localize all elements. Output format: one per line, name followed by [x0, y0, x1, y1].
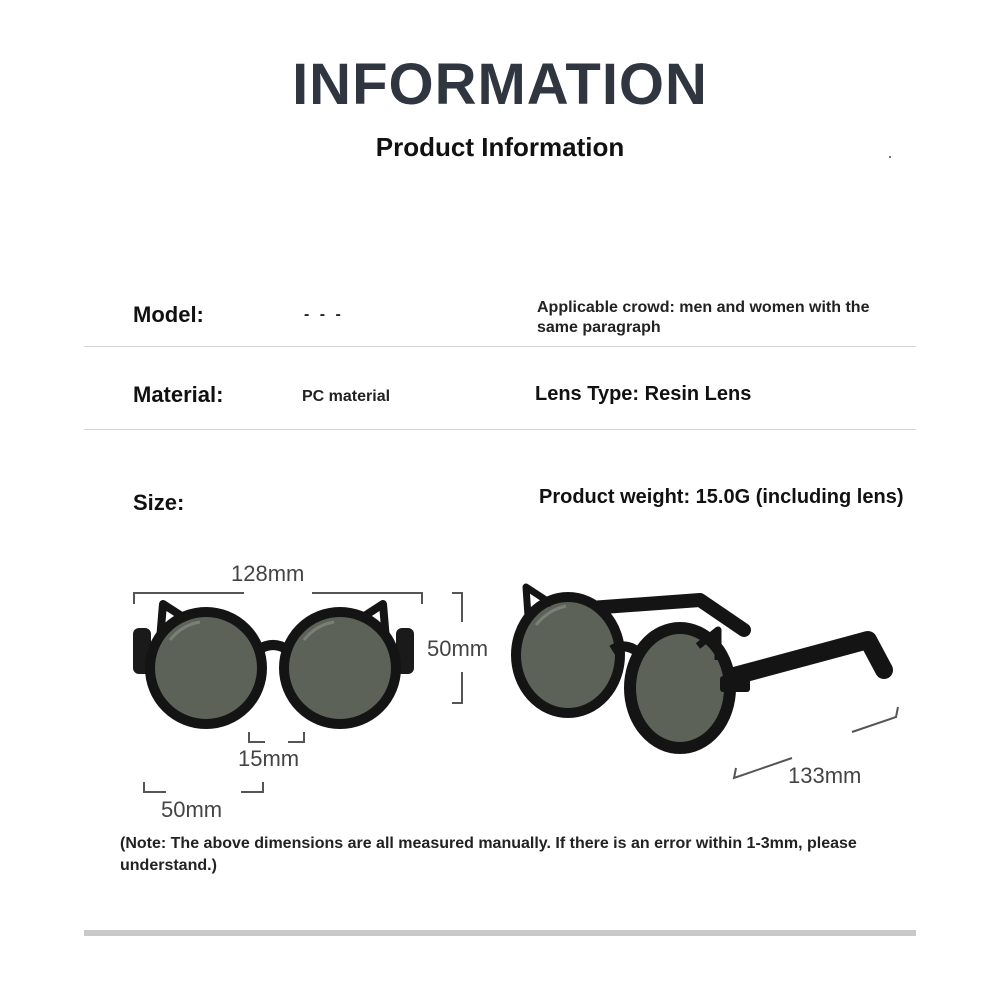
dimension-temple-length: 133mm: [788, 763, 862, 788]
page-subtitle: Product Information: [375, 132, 625, 162]
page-title: INFORMATION: [292, 52, 708, 117]
size-label: Size:: [133, 490, 185, 515]
material-value: PC material: [302, 388, 391, 405]
material-label: Material:: [133, 382, 224, 407]
dimension-total-width: 128mm: [231, 561, 305, 586]
dimension-bridge: 15mm: [238, 746, 300, 771]
applicable-crowd-text: Applicable crowd: men and women with the same paragraph: [537, 299, 870, 336]
measurement-note: (Note: The above dimensions are all measured manually. If there is an error within 1-3mm, please understand.): [120, 835, 857, 874]
angled-view-glasses: [516, 587, 884, 748]
bottom-divider: [84, 930, 916, 936]
dimension-height: 50mm: [427, 636, 489, 661]
model-label: Model:: [133, 302, 204, 327]
product-weight-text: Product weight: 15.0G (including lens): [539, 486, 904, 508]
model-value: - - -: [304, 306, 344, 323]
front-view-glasses: [133, 604, 414, 724]
dimension-lens-width: 50mm: [161, 797, 223, 822]
lens-type-text: Lens Type: Resin Lens: [535, 383, 752, 405]
